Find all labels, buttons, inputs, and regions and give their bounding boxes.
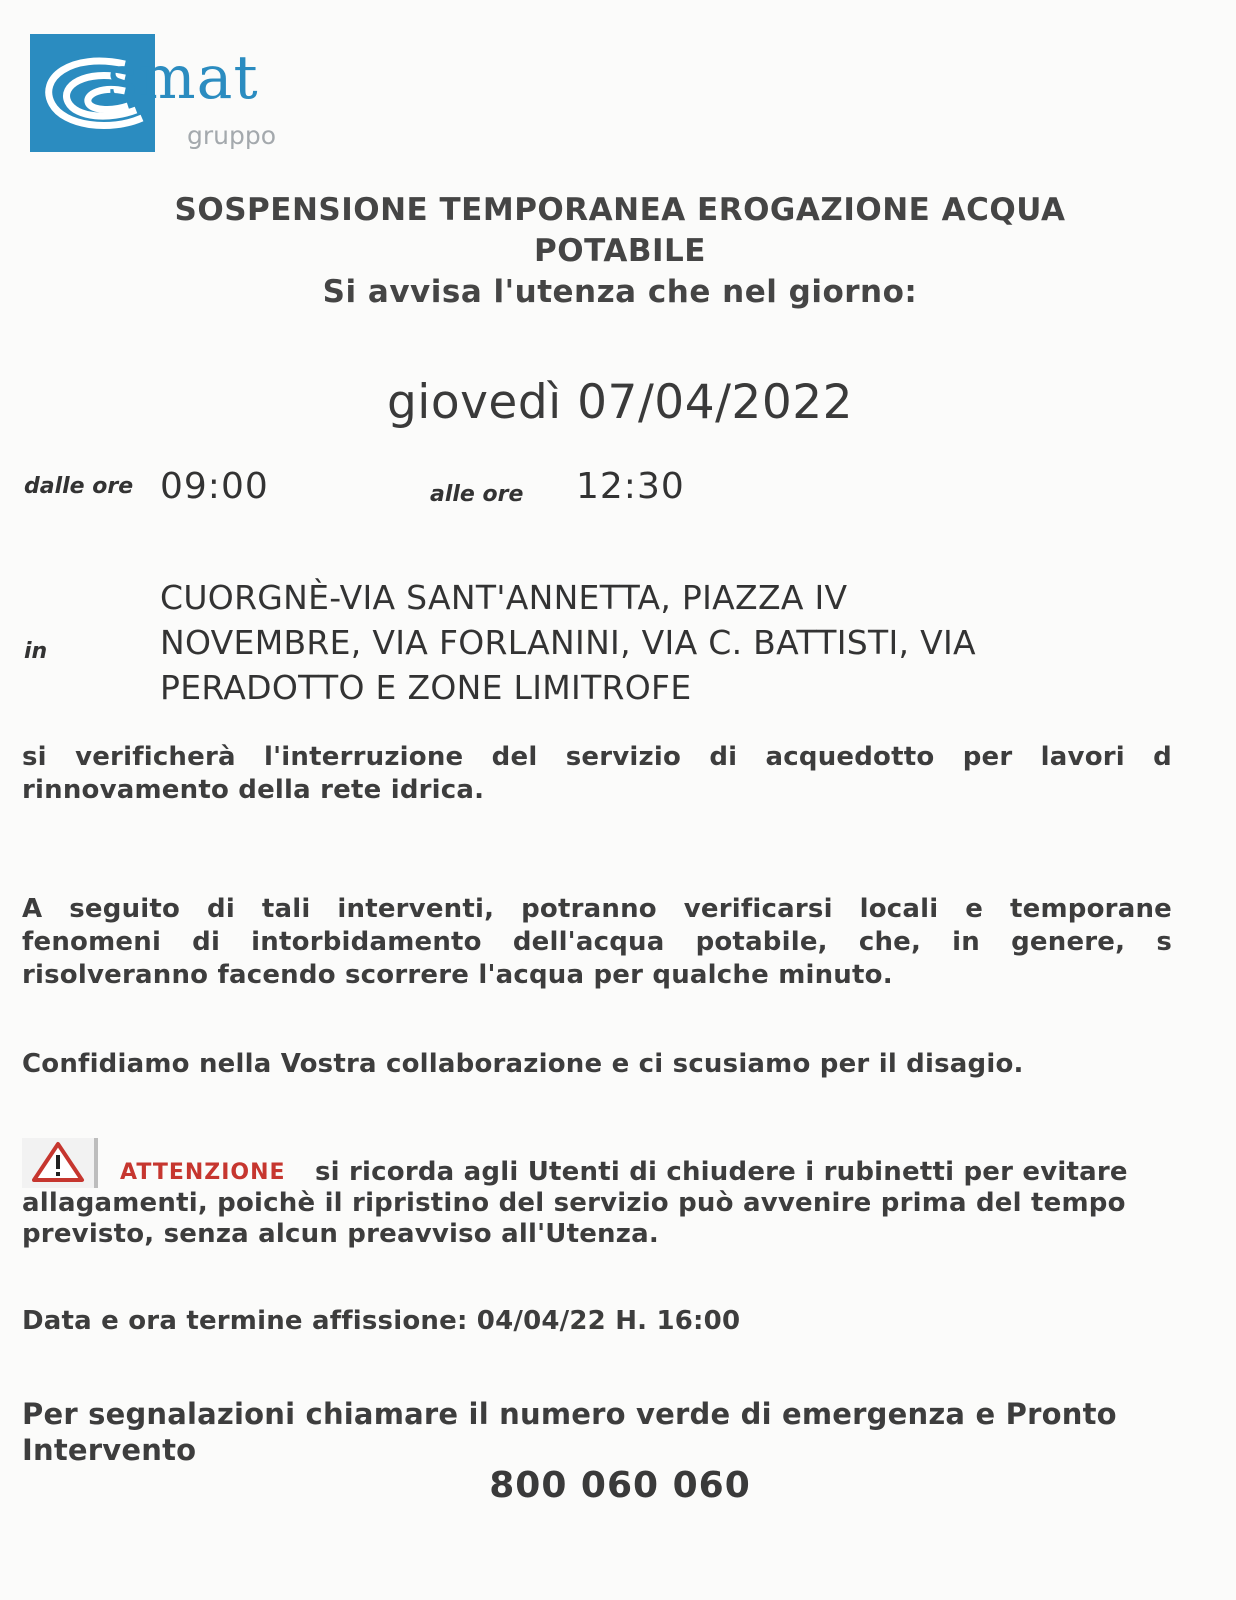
logo-wordmark: smat <box>107 43 259 113</box>
heading-line-3: Si avvisa l'utenza che nel giorno: <box>322 274 918 310</box>
location-line: CUORGNÈ-VIA SANT'ANNETTA, PIAZZA IV <box>160 578 848 617</box>
apology-paragraph: Confidiamo nella Vostra collaborazione e ci scusiamo per il disagio. <box>22 1049 1024 1079</box>
location-line: PERADOTTO E ZONE LIMITROFE <box>160 668 692 707</box>
to-time: 12:30 <box>576 466 685 507</box>
paragraph-line: fenomeni di intorbidamento dell'acqua potabile, che, in genere, s <box>22 927 1172 957</box>
paragraph-line: rinnovamento della rete idrica. <box>22 775 485 805</box>
posting-end-text: Data e ora termine affissione: 04/04/22 H. 16:00 <box>22 1306 741 1336</box>
contact-text <box>22 1396 1172 1468</box>
location-label: in <box>24 639 48 664</box>
from-time: 09:00 <box>160 466 269 507</box>
heading-line-1: SOSPENSIONE TEMPORANEA EROGAZIONE ACQUA <box>174 192 1066 228</box>
warning-line-3: previsto, senza alcun preavviso all'Utenza. <box>22 1219 659 1249</box>
location-line: NOVEMBRE, VIA FORLANINI, VIA C. BATTISTI, VIA <box>160 623 976 662</box>
attention-label: ATTENZIONE <box>120 1160 286 1185</box>
to-label: alle ore <box>430 482 524 507</box>
outage-date: giovedì 07/04/2022 <box>386 375 854 430</box>
paragraph-line: risolveranno facendo scorrere l'acqua per qualche minuto. <box>22 960 893 990</box>
turbidity-paragraph <box>22 893 1172 992</box>
warning-line-1: si ricorda agli Utenti di chiudere i rubinetti per evitare <box>315 1157 1128 1187</box>
paragraph-line: A seguito di tali interventi, potranno verificarsi locali e temporane <box>22 894 1172 924</box>
emergency-phone-number: 800 060 060 <box>489 1465 751 1506</box>
warning-triangle-icon <box>22 1138 94 1188</box>
contact-line: Intervento <box>22 1433 197 1467</box>
interruption-paragraph <box>22 741 1172 807</box>
warning-line-2: allagamenti, poichè il ripristino del servizio può avvenire prima del tempo <box>22 1188 1126 1218</box>
warning-icon-box <box>22 1138 98 1188</box>
logo-subtitle: gruppo <box>187 121 277 150</box>
contact-line: Per segnalazioni chiamare il numero verde di emergenza e Pronto <box>22 1397 1117 1431</box>
location-text <box>160 575 1170 710</box>
heading-line-2: POTABILE <box>534 233 706 269</box>
from-label: dalle ore <box>24 474 134 499</box>
paragraph-line: si verificherà l'interruzione del servizio di acquedotto per lavori d <box>22 742 1172 772</box>
